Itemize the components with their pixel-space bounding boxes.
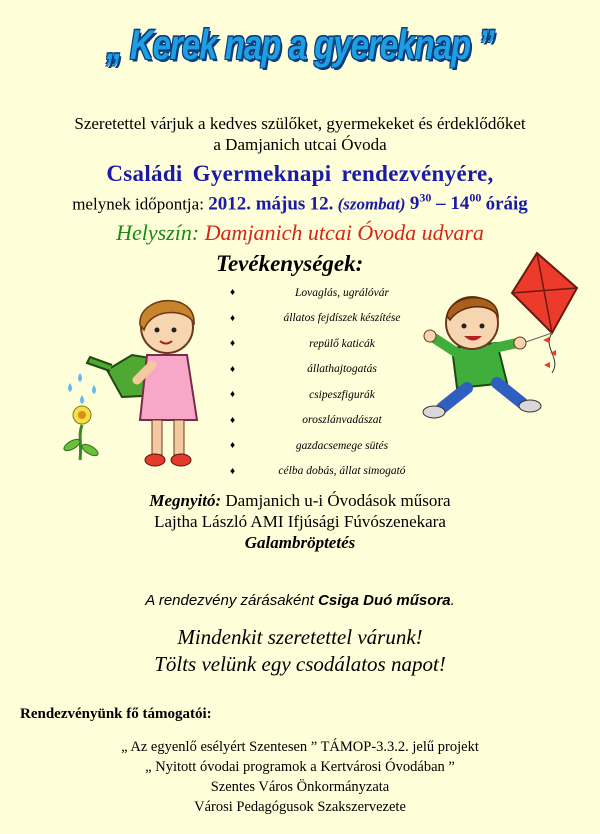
- bullet-icon: ♦: [230, 363, 236, 375]
- intro-line-1: Szeretettel várjuk a kedves szülőket, gyermekeket és érdeklődőket: [74, 114, 526, 133]
- activities-list: [230, 280, 440, 484]
- activity-label: oroszlánvadászat: [302, 414, 382, 427]
- activity-label: repülő katicák: [309, 337, 375, 350]
- list-item: [230, 408, 440, 434]
- sponsor-item: Városi Pedagógusok Szakszervezete: [194, 799, 406, 815]
- time-dash: –: [436, 193, 446, 215]
- closing-line: [0, 592, 600, 609]
- list-item: [230, 331, 440, 357]
- event-date: 2012. május: [208, 193, 306, 215]
- list-item: [230, 433, 440, 459]
- opening-line-3: Galambröptetés: [244, 533, 356, 552]
- event-time: [410, 193, 482, 214]
- date-line: [0, 191, 600, 215]
- closing-end: .: [450, 592, 455, 609]
- activity-label: gazdacsemege sütés: [295, 439, 389, 452]
- welcome-line-1: Mindenkit szeretettel várunk!: [177, 625, 423, 649]
- start-hour: 9: [409, 193, 420, 215]
- page-title: „ Kerek nap a gyereknap ”: [106, 21, 494, 68]
- activity-label: állatos fejdíszek készítése: [283, 312, 401, 325]
- list-item: [230, 357, 440, 383]
- girl-watering-illustration: [52, 285, 212, 475]
- opening-line-2: Lajtha László AMI Ifjúsági Fúvószenekara: [154, 512, 446, 531]
- bullet-icon: ♦: [230, 312, 236, 324]
- sponsors-list: [0, 737, 600, 817]
- list-item: [230, 459, 440, 485]
- end-minute: 00: [469, 191, 482, 205]
- intro-line-2: a Damjanich utcai Óvoda: [213, 135, 387, 154]
- bullet-icon: ♦: [230, 338, 236, 350]
- end-hour: 14: [450, 193, 470, 215]
- bullet-icon: ♦: [230, 465, 236, 477]
- activity-label: csipeszfigurák: [309, 388, 375, 401]
- date-suffix: óráig: [485, 193, 528, 215]
- start-minute: 30: [419, 191, 432, 205]
- intro-text: [0, 113, 600, 155]
- activity-label: állathajtogatás: [307, 363, 377, 376]
- venue-label: Helyszín:: [116, 220, 200, 245]
- venue-line: [0, 220, 600, 246]
- event-subtitle: Családi Gyermeknapi rendezvényére,: [106, 161, 494, 186]
- venue-value: Damjanich utcai Óvoda udvara: [204, 220, 484, 245]
- event-day: 12.: [309, 193, 334, 215]
- event-weekday: (szombat): [337, 194, 406, 214]
- opening-program-1: Damjanich u-i Óvodások műsora: [225, 491, 451, 510]
- welcome-message: [0, 624, 600, 678]
- opening-line-1: [0, 490, 600, 511]
- bullet-icon: ♦: [230, 389, 236, 401]
- closing-highlight: Csiga Duó műsora: [318, 592, 451, 609]
- list-item: [230, 382, 440, 408]
- sponsors-heading: Rendezvényünk fő támogatói:: [20, 706, 212, 722]
- bullet-icon: ♦: [230, 287, 236, 299]
- bullet-icon: ♦: [230, 440, 236, 452]
- closing-text: A rendezvény zárásaként: [145, 592, 314, 609]
- sponsor-item: Szentes Város Önkormányzata: [210, 779, 390, 795]
- list-item: [230, 306, 440, 332]
- activity-label: célba dobás, állat simogató: [278, 465, 406, 478]
- activities-heading: Tevékenységek:: [216, 251, 364, 276]
- date-prefix: melynek időpontja:: [72, 194, 204, 214]
- list-item: [230, 280, 440, 306]
- activity-label: Lovaglás, ugrálóvár: [295, 286, 389, 299]
- opening-label: Megnyitó:: [149, 491, 222, 510]
- boy-kite-illustration: [412, 248, 592, 423]
- welcome-line-2: Tölts velünk egy csodálatos napot!: [154, 652, 446, 676]
- sponsor-item: „ Nyitott óvodai programok a Kertvárosi Óvodában ”: [145, 759, 455, 775]
- opening-section: [0, 490, 600, 553]
- sponsor-item: „ Az egyenlő esélyért Szentesen ” TÁMOP-3.3.2. jelű projekt: [121, 739, 479, 755]
- bullet-icon: ♦: [230, 414, 236, 426]
